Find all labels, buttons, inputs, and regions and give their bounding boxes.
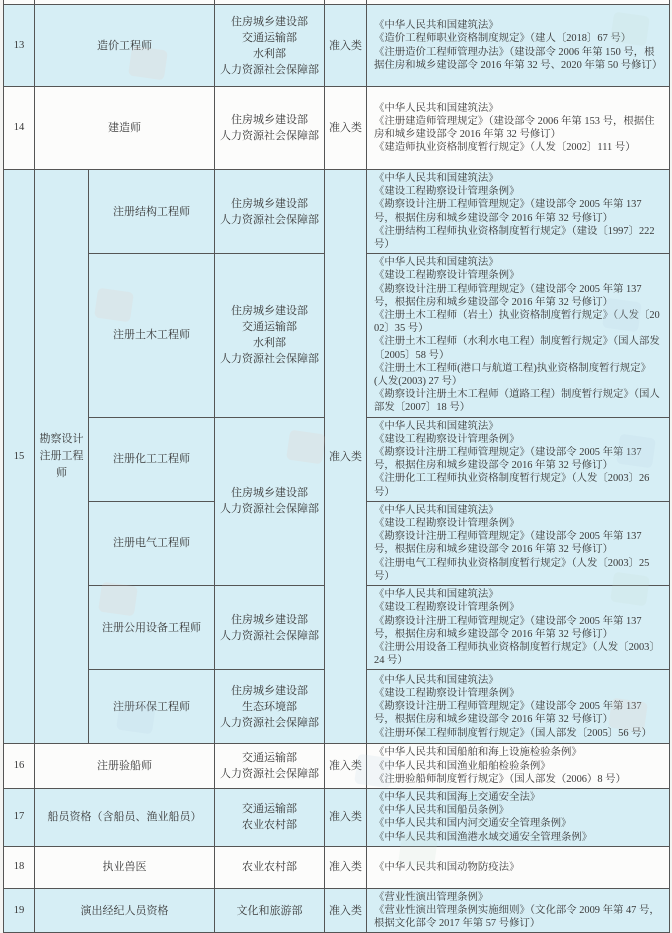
cell-text-line: 船员资格（含船员、渔业船员）: [47, 811, 202, 824]
table-row: [4, 888, 670, 933]
dept-cell: [215, 846, 325, 888]
seq-cell: [4, 888, 35, 933]
cell-text-line: 人力资源社会保障部: [220, 130, 319, 142]
cell-text-line: 《中华人民共和国建筑法》: [374, 420, 499, 432]
dept-cell: [215, 586, 325, 670]
legal-cell: [367, 501, 670, 585]
cell-text-line: 《勘察设计注册工程师管理规定》（建设部令 2005 年第 137 号，根据住房和城乡建设部令 2016 年第 32 号修订）: [374, 701, 642, 726]
legal-cell: [367, 417, 670, 501]
cell-text-line: 交通运输部: [242, 321, 297, 334]
cell-text-line: 准入类: [329, 811, 362, 824]
qual-name-cell: [89, 417, 215, 501]
cell-text-line: 《建设工程勘察设计管理条例》: [374, 518, 520, 530]
cell-text-line: 住房城乡建设部: [231, 487, 308, 500]
cell-text-line: 《注册土木工程师（水利水电工程）制度暂行规定》（国人部发〔2005〕58 号）: [374, 336, 660, 361]
cell-text-line: 《中华人民共和国建筑法》: [374, 102, 499, 114]
dept-cell: [215, 5, 325, 87]
seq-cell: [4, 788, 35, 846]
cell-text-line: 准入类: [329, 760, 362, 773]
cell-text-line: 《注册化工工程师执业资格制度暂行规定》（人发〔2003〕26 号）: [374, 473, 650, 498]
cell-text-line: 《营业性演出管理条例》: [374, 891, 489, 903]
cell-text-line: 造价工程师: [97, 39, 152, 52]
cell-text-line: 建造师: [108, 122, 141, 134]
cell-text-line: 《中华人民共和国建筑法》: [374, 589, 499, 601]
cell-text-line: 《勘察设计注册工程师管理规定》（建设部令 2005 年第 137 号，根据住房和城乡建设部令 2016 年第 32 号修订）: [374, 283, 642, 308]
table-row: [4, 846, 670, 888]
type-cell: [325, 888, 367, 933]
qual-name-cell: [89, 586, 215, 670]
cell-text-line: 18: [13, 861, 25, 873]
qual-name-cell: [35, 888, 215, 933]
legal-cell: [367, 5, 670, 87]
qualification-table: [3, 0, 670, 933]
qual-name-cell: [35, 846, 215, 888]
cell-text-line: 人力资源社会保障部: [220, 629, 319, 642]
cell-text-line: 14: [13, 122, 25, 133]
cell-text-line: 《中华人民共和国船员条例》: [374, 805, 510, 817]
cell-text-line: 准入类: [329, 39, 362, 52]
cell-text-line: 水利部: [253, 337, 286, 350]
qual-name-cell: [35, 87, 215, 170]
dept-cell: [215, 87, 325, 170]
legal-cell: [367, 788, 670, 846]
legal-cell: [367, 670, 670, 744]
cell-text-line: 《注册电气工程师执业资格制度暂行规定》（人发〔2003〕25 号）: [374, 557, 650, 582]
type-cell: [325, 87, 367, 170]
cell-text-line: 《注册结构工程师执业资格制度暂行规定》（建设〔1997〕222 号）: [374, 225, 655, 251]
cell-text-line: 人力资源社会保障部: [220, 716, 319, 729]
cell-text-line: 16: [13, 760, 25, 772]
cell-text-line: 《勘察设计注册工程师管理规定》（建设部令 2005 年第 137 号，根据住房和城乡建设部令 2016 年第 32 号修订）: [374, 615, 642, 640]
cell-text-line: 人力资源社会保障部: [220, 353, 319, 366]
legal-cell: [367, 87, 670, 170]
group-name-cell: [35, 170, 89, 744]
cell-text-line: 住房城乡建设部: [231, 684, 308, 697]
cell-text-line: 《注册造价工程师管理办法》（建设部令 2006 年第 150 号，根据住房和城乡建设部令 2016 年第 32 号、2020 年第 50 号修订）: [374, 46, 663, 71]
cell-text-line: 人力资源社会保障部: [220, 213, 319, 226]
cell-text-line: 《中华人民共和国建筑法》: [374, 173, 499, 184]
cell-text-line: 勘察设计注册工程师: [39, 433, 84, 480]
table-row: [4, 170, 670, 254]
cell-text-line: 准入类: [329, 861, 362, 874]
cell-text-line: 演出经纪人员资格: [80, 904, 169, 917]
cell-text-line: 交通运输部: [242, 31, 297, 44]
table-row: [4, 87, 670, 170]
cell-text-line: 《勘察设计注册工程师管理规定》（建设部令 2005 年第 137 号，根据住房和城乡建设部令 2016 年第 32 号修订）: [374, 447, 642, 472]
cell-text-line: 《中华人民共和国建筑法》: [374, 20, 499, 32]
cell-text-line: 《注册验船师制度暂行规定》（国人部发（2006）8 号）: [374, 773, 626, 785]
cell-text-line: 13: [13, 39, 25, 51]
cell-text-line: 《中华人民共和国建筑法》: [374, 674, 499, 686]
cell-text-line: 水利部: [253, 47, 286, 60]
cell-text-line: 《营业性演出管理条例实施细则》（文化部令 2009 年第 47 号，根据文化部令 2017 年第 57 号修订）: [374, 904, 660, 930]
cell-text-line: 注册公用设备工程师: [102, 621, 201, 634]
legal-cell: [367, 846, 670, 888]
cell-text-line: 人力资源社会保障部: [220, 503, 319, 516]
type-cell: [325, 744, 367, 789]
cell-text-line: 人力资源社会保障部: [220, 768, 319, 781]
seq-cell: [4, 170, 35, 744]
type-cell: [325, 170, 367, 744]
cell-text-line: 15: [13, 450, 25, 462]
type-cell: [325, 5, 367, 87]
type-cell: [325, 846, 367, 888]
cell-text-line: 《中华人民共和国内河交通安全管理条例》: [374, 818, 572, 830]
cell-text-line: 交通运输部: [242, 752, 297, 765]
qual-name-cell: [89, 670, 215, 744]
cell-text-line: 注册土木工程师: [113, 329, 190, 342]
cell-text-line: 注册结构工程师: [113, 205, 190, 218]
cell-text-line: 《注册公用设备工程师执业资格制度暂行规定》（人发〔2003〕24 号）: [374, 641, 660, 667]
dept-cell: [215, 744, 325, 789]
qual-name-cell: [89, 170, 215, 254]
seq-cell: [4, 87, 35, 170]
cell-text-line: 交通运输部: [242, 803, 297, 816]
table-row: [4, 744, 670, 789]
qual-name-cell: [35, 788, 215, 846]
cell-text-line: 住房城乡建设部: [231, 114, 308, 126]
qual-name-cell: [35, 744, 215, 789]
qual-name-cell: [89, 254, 215, 417]
cell-text-line: 《勘察设计注册工程师管理规定》（建设部令 2005 年第 137 号，根据住房和城乡建设部令 2016 年第 32 号修订）: [374, 531, 642, 556]
dept-cell: [215, 788, 325, 846]
cell-text-line: 住房城乡建设部: [231, 305, 308, 318]
seq-cell: [4, 846, 35, 888]
cell-text-line: 农业农村部: [242, 861, 297, 874]
cell-text-line: 注册环保工程师: [113, 700, 190, 713]
legal-cell: [367, 586, 670, 670]
cell-text-line: 农业农村部: [242, 819, 297, 832]
dept-cell: [215, 170, 325, 254]
cell-text-line: 17: [13, 811, 25, 823]
table-row: [4, 5, 670, 87]
cell-text-line: 《中华人民共和国船舶和海上设施检验条例》: [374, 747, 582, 759]
cell-text-line: 《建设工程勘察设计管理条例》: [374, 433, 520, 445]
cell-text-line: 《注册土木工程师(港口与航道工程)执业资格制度暂行规定》(人发(2003) 27 号）: [374, 362, 652, 388]
type-cell: [325, 788, 367, 846]
cell-text-line: 《中华人民共和国建筑法》: [374, 257, 499, 269]
seq-cell: [4, 5, 35, 87]
cell-text-line: 《中华人民共和国海上交通安全法》: [374, 791, 541, 803]
cell-text-line: 住房城乡建设部: [231, 15, 308, 28]
cell-text-line: 住房城乡建设部: [231, 197, 308, 210]
legal-cell: [367, 254, 670, 417]
cell-text-line: 执业兽医: [102, 861, 147, 874]
cell-text-line: 文化和旅游部: [236, 904, 303, 917]
cell-text-line: 《中华人民共和国动物防疫法》: [374, 861, 520, 873]
cell-text-line: 注册验船师: [97, 760, 152, 773]
cell-text-line: 注册电气工程师: [113, 537, 190, 550]
legal-cell: [367, 170, 670, 254]
cell-text-line: 《建设工程勘察设计管理条例》: [374, 186, 520, 198]
cell-text-line: 注册化工工程师: [113, 453, 190, 466]
cell-text-line: 《注册土木工程师（岩土）执业资格制度暂行规定》（人发〔2002〕35 号）: [374, 310, 660, 335]
cell-text-line: 19: [13, 904, 25, 916]
cell-text-line: 《中华人民共和国渔港水域交通安全管理条例》: [374, 831, 593, 843]
qual-name-cell: [35, 5, 215, 87]
cell-text-line: 《注册环保工程师制度暂行规定》（国人部发〔2005〕56 号）: [374, 727, 652, 739]
dept-cell: [215, 888, 325, 933]
cell-text-line: 《建设工程勘察设计管理条例》: [374, 270, 520, 282]
cell-text-line: 住房城乡建设部: [231, 613, 308, 626]
cell-text-line: 《建设工程勘察设计管理条例》: [374, 602, 520, 614]
dept-cell: [215, 254, 325, 417]
cell-text-line: 人力资源社会保障部: [220, 63, 319, 76]
dept-cell: [215, 670, 325, 744]
cell-text-line: 《建造师执业资格制度暂行规定》（人发〔2002〕111 号）: [374, 142, 636, 154]
cell-text-line: 准入类: [329, 450, 362, 463]
cell-text-line: 《建设工程勘察设计管理条例》: [374, 688, 520, 699]
legal-cell: [367, 888, 670, 933]
dept-cell: [215, 417, 325, 585]
cell-text-line: 《勘察设计注册工程师管理规定》（建设部令 2005 年第 137 号，根据住房和城乡建设部令 2016 年第 32 号修订）: [374, 199, 642, 224]
cell-text-line: 准入类: [329, 904, 362, 917]
qualification-table-body: [4, 0, 670, 933]
cell-text-line: 《中华人民共和国建筑法》: [374, 504, 499, 516]
table-row: [4, 788, 670, 846]
cell-text-line: 《勘察设计注册土木工程师（道路工程）制度暂行规定》（国人部发〔2007〕18 号）: [374, 389, 660, 414]
cell-text-line: 《造价工程师职业资格制度规定》（建人〔2018〕67 号）: [374, 33, 632, 45]
cell-text-line: 《中华人民共和国渔业船舶检验条例》: [374, 760, 551, 772]
cell-text-line: 准入类: [329, 122, 362, 134]
cell-text-line: 《注册建造师管理规定》（建设部令 2006 年第 153 号，根据住房和城乡建设部令 2016 年第 32 号修订）: [374, 115, 655, 140]
cell-text-line: 生态环境部: [242, 700, 297, 713]
qual-name-cell: [89, 501, 215, 585]
seq-cell: [4, 744, 35, 789]
legal-cell: [367, 744, 670, 789]
